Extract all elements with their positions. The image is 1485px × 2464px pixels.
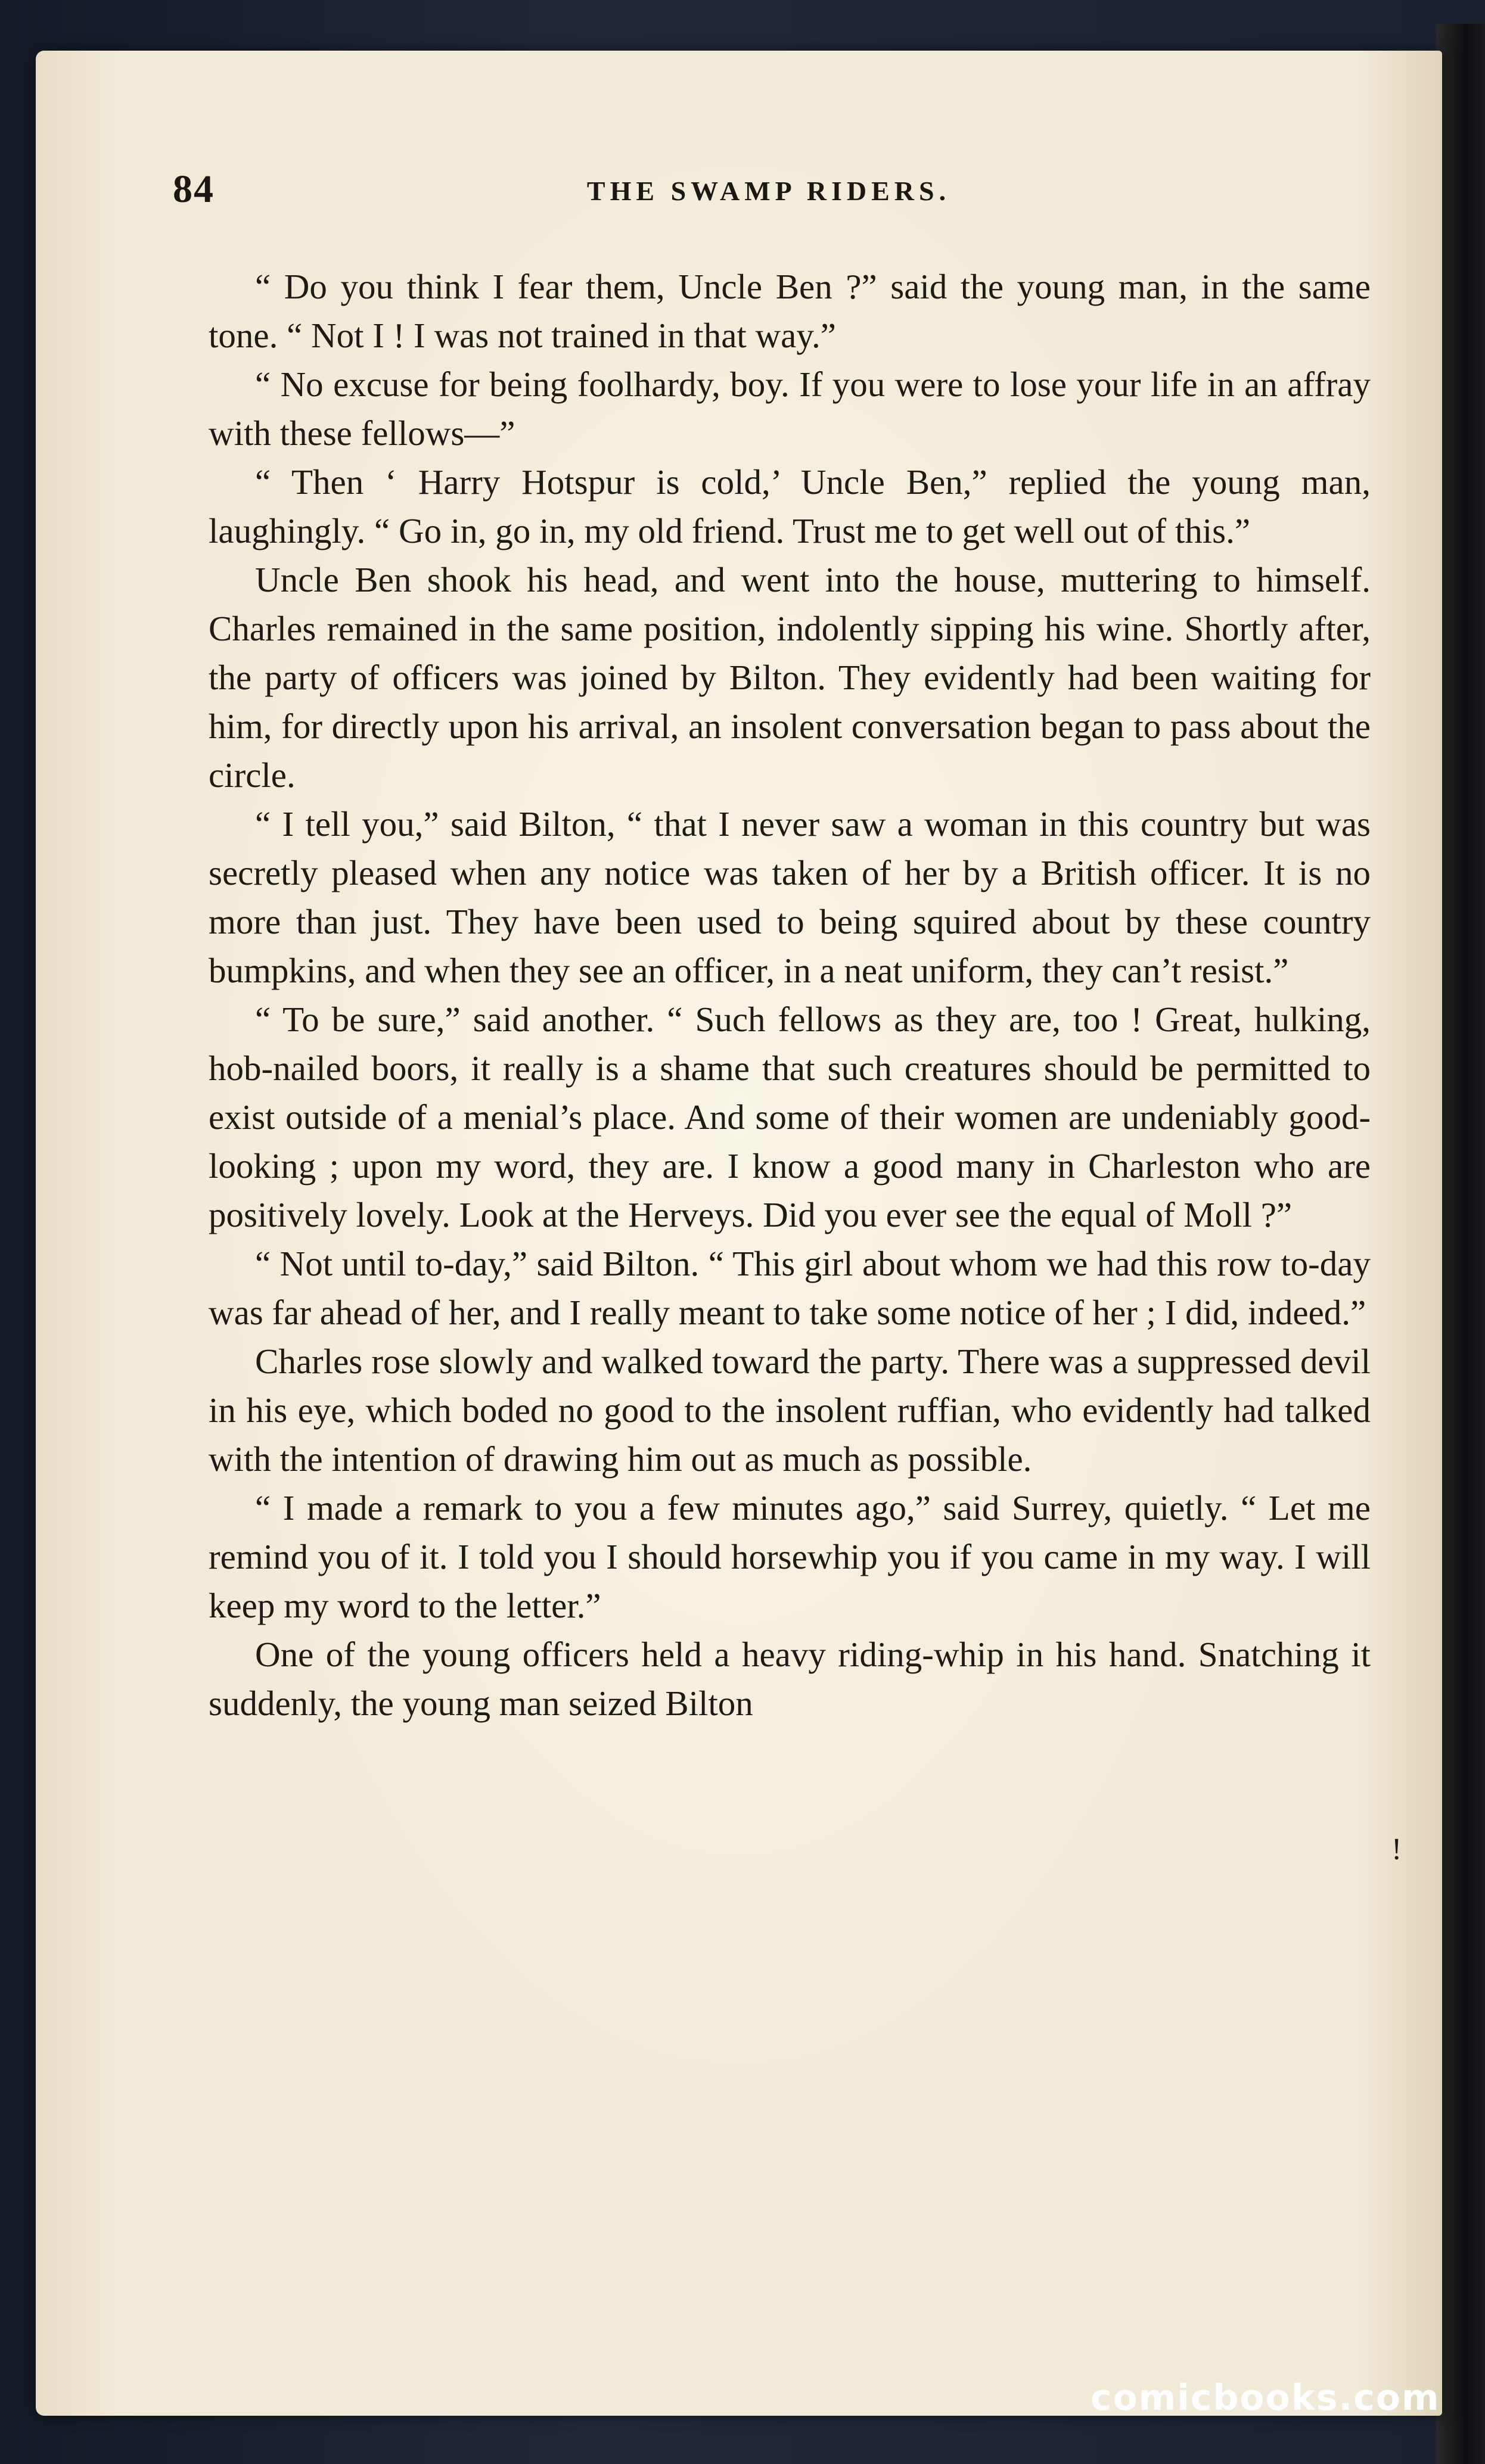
site-watermark: comicbooks.com [1091,2377,1440,2419]
margin-mark: ! [1391,1833,1402,1866]
paragraph: “ I tell you,” said Bilton, “ that I never saw a woman in this country but was secretly pleased when any notice was taken of her by a British officer. It is no more than just. They have been used to being squired about by these country bumpkins, and when they see an officer, in a neat uniform, they can’t resist.” [209,804,1371,990]
paragraph: Charles rose slowly and walked toward the party. There was a suppressed devil in his eye, which boded no good to the insolent ruffian, who evidently had talked with the intention of drawing him out as much as possible. [209,1342,1371,1479]
page-header [173,167,1365,214]
paragraph: “ Then ‘ Harry Hotspur is cold,’ Uncle Ben,” replied the young man, laughingly. “ Go in, go in, my old friend. Trust me to get well out of this.” [209,462,1371,550]
paragraph: “ Do you think I fear them, Uncle Ben ?” said the young man, in the same tone. “ Not I ! I was not trained in that way.” [209,267,1371,355]
paragraph: “ I made a remark to you a few minutes ago,” said Surrey, quietly. “ Let me remind you of it. I told you I should horsewhip you if you came in my way. I will keep my word to the letter.” [209,1488,1371,1625]
book-spine-edge [1436,24,1485,2464]
paragraph: “ Not until to-day,” said Bilton. “ This girl about whom we had this row to-day was far ahead of her, and I really meant to take some notice of her ; I did, indeed.” [209,1244,1371,1332]
paragraph: “ No excuse for being foolhardy, boy. If you were to lose your life in an affray with these fellows—” [209,365,1371,453]
page-number: 84 [173,167,215,211]
paragraph: Uncle Ben shook his head, and went into the house, muttering to himself. Charles remained in the same position, indolently sipping his wine. Shortly after, the party of officers was joined by Bilton. They evidently had been waiting for him, for directly upon his arrival, an insolent conversation began to pass about the circle. [209,560,1371,795]
body-text [209,262,1371,1728]
running-head: THE SWAMP RIDERS. [586,176,951,206]
paragraph: “ To be sure,” said another. “ Such fellows as they are, too ! Great, hulking, hob-nailed boors, it really is a shame that such creatures should be permitted to exist outside of a menial’s place. And some of their women are undeniably good-looking ; upon my word, they are. I know a good many in Charleston who are positively lovely. Look at the Herveys. Did you ever see the equal of Moll ?” [209,1000,1371,1234]
paragraph: One of the young officers held a heavy riding-whip in his hand. Snatching it suddenly, the young man seized Bilton [209,1635,1371,1723]
